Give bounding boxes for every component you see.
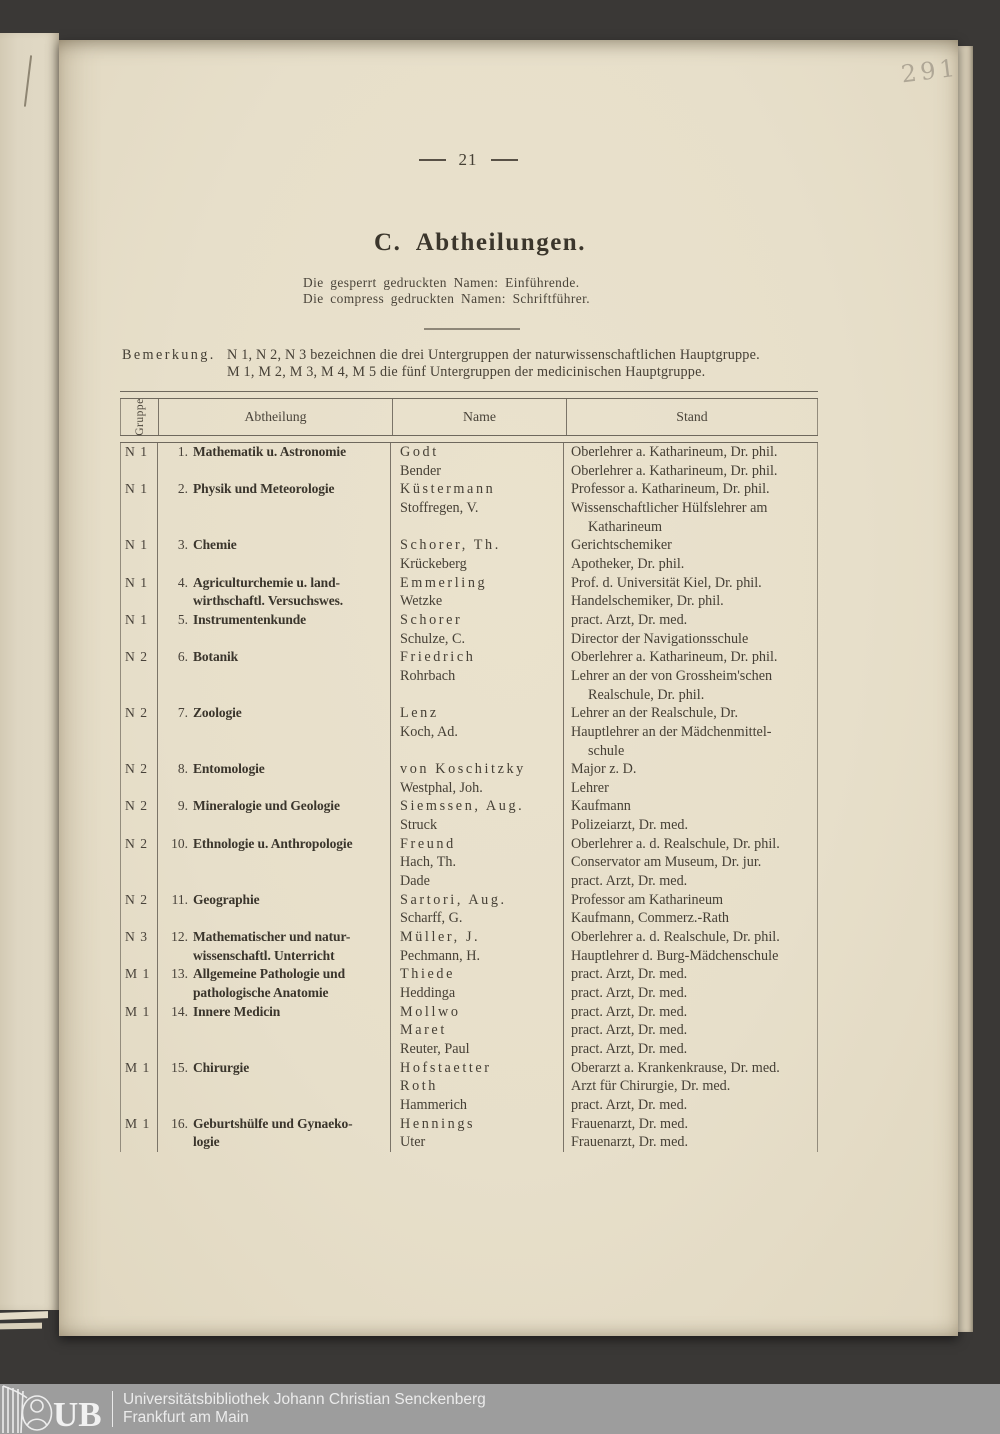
binding-thread-mark (24, 55, 32, 107)
table-row (121, 555, 817, 574)
cell-abtheilung (158, 742, 391, 761)
cell-gruppe (121, 853, 158, 872)
table-row (121, 1077, 817, 1096)
cell-stand: Wissenschaftlicher Hülfslehrer am (571, 499, 768, 516)
table-header-gruppe (121, 399, 159, 435)
cell-abtheilung (158, 574, 391, 593)
abtheilung-number: 5. (177, 611, 188, 627)
abtheilung-number: 8. (177, 761, 188, 777)
table-row (121, 480, 817, 499)
cell-stand: Oberlehrer a. Katharineum, Dr. phil. (571, 649, 778, 666)
cell-abtheilung (158, 1021, 391, 1040)
cell-name: Dade (391, 872, 564, 891)
cell-abtheilung (158, 1040, 391, 1059)
section-title: C. Abtheilungen. (374, 229, 586, 256)
abtheilung-number: 6. (177, 649, 188, 665)
table-row (121, 1021, 817, 1040)
abtheilung-title: Physik und Meteorologie (193, 481, 335, 497)
cell-gruppe (121, 816, 158, 835)
cell-abtheilung (158, 835, 391, 854)
abtheilung-title: Botanik (193, 649, 239, 665)
table-row (121, 947, 817, 966)
cell-gruppe (121, 742, 158, 761)
cell-stand: Katharineum (588, 518, 663, 535)
cell-gruppe (121, 499, 158, 518)
cell-stand: Frauenarzt, Dr. med. (571, 1115, 689, 1132)
cell-stand: Major z. D. (571, 761, 637, 778)
table-header-name: Name (393, 399, 567, 435)
cell-gruppe: N 2 (121, 648, 158, 667)
abtheilung-title: wirthschaftl. Versuchswes. (193, 593, 344, 609)
cell-stand: Kaufmann, Commerz.-Rath (571, 910, 729, 927)
cell-name: Hennings (391, 1115, 564, 1134)
cell-abtheilung (158, 1133, 391, 1152)
cell-stand: Oberlehrer a. Katharineum, Dr. phil. (571, 444, 778, 460)
cell-name: Stoffregen, V. (391, 499, 564, 518)
cell-name: Schorer, Th. (391, 536, 564, 555)
cell-name: Scharff, G. (391, 909, 564, 928)
table-row (121, 1003, 817, 1022)
page-number-dash (419, 159, 446, 161)
table-row (121, 984, 817, 1003)
cell-name: Hofstaetter (391, 1059, 564, 1078)
abtheilung-title: Ethnologie u. Anthropologie (193, 835, 353, 851)
cell-name (391, 742, 564, 761)
remark-text (227, 347, 827, 382)
cell-abtheilung (158, 965, 391, 984)
cell-abtheilung (158, 648, 391, 667)
cell-abtheilung (158, 928, 391, 947)
cell-gruppe (121, 555, 158, 574)
table-row (121, 686, 817, 705)
abtheilung-number: 1. (177, 444, 188, 459)
cell-stand: Conservator am Museum, Dr. jur. (571, 854, 762, 871)
table-row (121, 611, 817, 630)
abtheilung-number: 4. (177, 574, 188, 590)
cell-abtheilung (158, 555, 391, 574)
cell-name: Lenz (391, 704, 564, 723)
cell-gruppe: M 1 (121, 1059, 158, 1078)
cell-gruppe (121, 947, 158, 966)
table-row (121, 574, 817, 593)
cell-abtheilung (158, 816, 391, 835)
cell-stand: Arzt für Chirurgie, Dr. med. (571, 1078, 731, 1095)
page-stack-edge (0, 1311, 48, 1320)
abtheilung-title: pathologische Anatomie (193, 985, 329, 1001)
cell-name: Müller, J. (391, 928, 564, 947)
cell-abtheilung (158, 1003, 391, 1022)
cell-gruppe (121, 686, 158, 705)
cell-name: Schulze, C. (391, 630, 564, 649)
abtheilung-title: Agriculturchemie u. land- (193, 574, 340, 590)
table-row (121, 779, 817, 798)
table-row (121, 797, 817, 816)
abtheilung-title: Allgemeine Pathologie und (193, 966, 345, 982)
cell-gruppe: N 2 (121, 891, 158, 910)
table-row (121, 835, 817, 854)
cell-name: Hammerich (391, 1096, 564, 1115)
cell-name: Mollwo (391, 1003, 564, 1022)
cell-stand: Oberlehrer a. d. Realschule, Dr. phil. (571, 835, 780, 852)
cell-stand: Realschule, Dr. phil. (588, 686, 705, 703)
cell-abtheilung (158, 592, 391, 611)
cell-abtheilung (158, 984, 391, 1003)
cell-abtheilung (158, 462, 391, 481)
remark-label: Bemerkung. (122, 347, 216, 363)
cell-name (391, 686, 564, 705)
cell-abtheilung (158, 667, 391, 686)
cell-gruppe: M 1 (121, 965, 158, 984)
cell-abtheilung (158, 518, 391, 537)
cell-gruppe: N 1 (121, 611, 158, 630)
table-row (121, 1096, 817, 1115)
cell-gruppe: N 2 (121, 760, 158, 779)
printed-page-number (398, 150, 538, 170)
table-row (121, 518, 817, 537)
abtheilung-number: 16. (171, 1115, 188, 1131)
table-header-abtheilung: Abtheilung (159, 399, 393, 435)
cell-stand: Kaufmann (571, 798, 631, 815)
cell-name: von Koschitzky (391, 760, 564, 779)
cell-gruppe (121, 1021, 158, 1040)
cell-gruppe (121, 462, 158, 481)
cell-abtheilung (158, 891, 391, 910)
cell-name: Heddinga (391, 984, 564, 1003)
cell-gruppe: N 2 (121, 797, 158, 816)
cell-gruppe (121, 1096, 158, 1115)
cell-gruppe: M 1 (121, 1003, 158, 1022)
abtheilung-number: 15. (171, 1059, 188, 1075)
cell-abtheilung (158, 760, 391, 779)
table-row (121, 723, 817, 742)
abtheilung-number: 2. (177, 481, 188, 497)
cell-gruppe: N 2 (121, 835, 158, 854)
abtheilung-title: Chirurgie (193, 1059, 250, 1075)
table-header-row (120, 399, 818, 435)
cell-name: Reuter, Paul (391, 1040, 564, 1059)
cell-stand: Oberarzt a. Krankenkrause, Dr. med. (571, 1059, 780, 1076)
cell-name: Wetzke (391, 592, 564, 611)
abtheilung-number: 7. (177, 705, 188, 721)
cell-abtheilung (158, 480, 391, 499)
cell-gruppe: N 1 (121, 574, 158, 593)
table-row (121, 928, 817, 947)
library-name: Universitätsbibliothek Johann Christian Senckenberg (123, 1390, 486, 1408)
table-row (121, 462, 817, 481)
cell-name: Schorer (391, 611, 564, 630)
cell-abtheilung (158, 909, 391, 928)
table-row (121, 1040, 817, 1059)
abtheilung-number: 12. (171, 929, 188, 945)
cell-name: Pechmann, H. (391, 947, 564, 966)
cell-abtheilung (158, 872, 391, 891)
cell-abtheilung (158, 1077, 391, 1096)
cell-name: Godt (391, 443, 564, 462)
cell-stand: Lehrer an der von Grossheim'schen (571, 667, 773, 684)
cell-stand: Professor am Katharineum (571, 891, 724, 908)
cell-stand: Oberlehrer a. d. Realschule, Dr. phil. (571, 929, 780, 946)
cell-gruppe: N 1 (121, 536, 158, 555)
table-row (121, 1133, 817, 1152)
table-row (121, 667, 817, 686)
departments-table (120, 391, 818, 1152)
cell-stand: pract. Arzt, Dr. med. (571, 1041, 688, 1057)
table-row (121, 872, 817, 891)
table-row (121, 704, 817, 723)
table-row (121, 592, 817, 611)
abtheilung-title: Mathematik u. Astronomie (193, 444, 346, 459)
abtheilung-number: 3. (177, 537, 188, 553)
cell-stand: Gerichtschemiker (571, 537, 672, 554)
divider-rule (424, 328, 520, 330)
cell-name: Uter (391, 1133, 564, 1152)
cell-stand: Lehrer an der Realschule, Dr. (571, 705, 739, 722)
page-number-dash (491, 159, 518, 161)
table-row (121, 499, 817, 518)
abtheilung-number: 10. (171, 835, 188, 851)
cell-gruppe: N 2 (121, 704, 158, 723)
table-row (121, 909, 817, 928)
cell-stand: pract. Arzt, Dr. med. (571, 1022, 688, 1039)
cell-abtheilung (158, 686, 391, 705)
cell-name: Krückeberg (391, 555, 564, 574)
table-row (121, 443, 817, 462)
cell-gruppe (121, 909, 158, 928)
table-row (121, 648, 817, 667)
cell-gruppe (121, 723, 158, 742)
abtheilung-title: logie (193, 1134, 220, 1150)
cell-stand: Hauptlehrer d. Burg-Mädchenschule (571, 947, 779, 964)
cell-gruppe: N 1 (121, 443, 158, 462)
page-stack-edge (0, 1323, 42, 1330)
remark-line-2: M 1, M 2, M 3, M 4, M 5 die fünf Untergruppen der medicinischen Hauptgruppe. (227, 364, 706, 381)
cell-name: Hach, Th. (391, 853, 564, 872)
cell-gruppe (121, 518, 158, 537)
cell-name: Rohrbach (391, 667, 564, 686)
cell-stand: schule (588, 742, 625, 759)
cell-name: Westphal, Joh. (391, 779, 564, 798)
table-row (121, 742, 817, 761)
cell-abtheilung (158, 1115, 391, 1134)
cell-name: Küstermann (391, 480, 564, 499)
cell-name: Emmerling (391, 574, 564, 593)
abtheilung-title: wissenschaftl. Unterricht (193, 947, 335, 963)
cell-name: Siemssen, Aug. (391, 797, 564, 816)
cell-gruppe (121, 779, 158, 798)
cell-gruppe (121, 1133, 158, 1152)
cell-gruppe (121, 984, 158, 1003)
cell-abtheilung (158, 723, 391, 742)
cell-gruppe (121, 592, 158, 611)
abtheilung-number: 9. (177, 798, 188, 814)
cell-abtheilung (158, 443, 391, 462)
table-row (121, 965, 817, 984)
library-logo-icon (0, 1384, 110, 1434)
cell-abtheilung (158, 611, 391, 630)
table-body (120, 443, 818, 1152)
table-row (121, 1059, 817, 1078)
cell-name: Roth (391, 1077, 564, 1096)
table-row (121, 630, 817, 649)
cell-abtheilung (158, 779, 391, 798)
cell-abtheilung (158, 704, 391, 723)
cell-gruppe: N 1 (121, 480, 158, 499)
cell-name: Bender (391, 462, 564, 481)
cell-stand: Polizeiarzt, Dr. med. (571, 817, 689, 834)
cell-gruppe (121, 630, 158, 649)
table-header-rule (120, 435, 818, 443)
abtheilung-title: Geographie (193, 891, 260, 907)
abtheilung-number: 13. (171, 966, 188, 982)
cell-abtheilung (158, 1096, 391, 1115)
legend-line-compress: Die compress gedruckten Namen: Schriftführer. (303, 291, 590, 306)
cell-name: Maret (391, 1021, 564, 1040)
footer-separator (112, 1391, 113, 1427)
abtheilung-title: Zoologie (193, 705, 242, 721)
cell-stand: Hauptlehrer an der Mädchenmittel- (571, 723, 772, 740)
handwritten-page-number: 291 (899, 53, 961, 89)
cell-stand: Handelschemiker, Dr. phil. (571, 593, 724, 610)
cell-abtheilung (158, 536, 391, 555)
cell-abtheilung (158, 499, 391, 518)
cell-abtheilung (158, 1059, 391, 1078)
cell-stand: pract. Arzt, Dr. med. (571, 1096, 688, 1113)
cell-stand: Director der Navigationsschule (571, 630, 749, 647)
library-footer-bar (0, 1384, 1000, 1434)
legend-line-gesperrt: Die gesperrt gedruckten Namen: Einführende. (303, 275, 580, 290)
underlying-page-edge (958, 46, 973, 1332)
abtheilung-number: 11. (171, 891, 188, 907)
footer-text (123, 1391, 486, 1428)
cell-gruppe (121, 667, 158, 686)
cell-stand: pract. Arzt, Dr. med. (571, 985, 688, 1002)
cell-gruppe (121, 1040, 158, 1059)
cell-gruppe (121, 1077, 158, 1096)
cell-name: Freund (391, 835, 564, 854)
cell-stand: Apotheker, Dr. phil. (571, 555, 685, 572)
cell-gruppe (121, 872, 158, 891)
cell-stand: pract. Arzt, Dr. med. (571, 966, 688, 983)
ub-logo-text: UB (53, 1395, 102, 1434)
library-city: Frankfurt am Main (123, 1409, 249, 1426)
cell-abtheilung (158, 797, 391, 816)
cell-abtheilung (158, 630, 391, 649)
table-row (121, 816, 817, 835)
cell-gruppe: N 3 (121, 928, 158, 947)
table-row (121, 760, 817, 779)
abtheilung-title: Instrumentenkunde (193, 611, 307, 627)
cell-stand: pract. Arzt, Dr. med. (571, 873, 688, 890)
table-header-stand: Stand (676, 409, 708, 424)
cell-name (391, 518, 564, 537)
page-number-value: 21 (458, 150, 478, 169)
table-row (121, 891, 817, 910)
abtheilung-title: Entomologie (193, 761, 265, 777)
abtheilung-title: Mathematischer und natur- (193, 929, 351, 945)
abtheilung-title: Mineralogie und Geologie (193, 798, 340, 814)
table-row (121, 1115, 817, 1134)
cell-name: Friedrich (391, 648, 564, 667)
cell-stand: Prof. d. Universität Kiel, Dr. phil. (571, 574, 762, 591)
cell-stand: Lehrer (571, 779, 609, 796)
cell-name: Sartori, Aug. (391, 891, 564, 910)
cell-abtheilung (158, 947, 391, 966)
cell-name: Koch, Ad. (391, 723, 564, 742)
abtheilung-title: Geburtshülfe und Gynaeko- (193, 1115, 353, 1131)
table-top-rule (120, 391, 818, 399)
abtheilung-number: 14. (171, 1003, 188, 1019)
cell-stand: pract. Arzt, Dr. med. (571, 611, 688, 628)
cell-stand: Oberlehrer a. Katharineum, Dr. phil. (571, 462, 778, 479)
cell-abtheilung (158, 853, 391, 872)
table-header-gruppe-label: Gruppe (133, 398, 146, 436)
cell-name: Struck (391, 816, 564, 835)
cell-stand: pract. Arzt, Dr. med. (571, 1003, 688, 1020)
cell-gruppe: M 1 (121, 1115, 158, 1134)
abtheilung-title: Chemie (193, 537, 237, 553)
table-row (121, 853, 817, 872)
table-row (121, 536, 817, 555)
cell-stand: Professor a. Katharineum, Dr. phil. (571, 481, 770, 498)
cell-stand: Frauenarzt, Dr. med. (571, 1134, 689, 1151)
cell-name: Thiede (391, 965, 564, 984)
abtheilung-title: Innere Medicin (193, 1003, 281, 1019)
adjacent-page-edge (0, 33, 59, 1310)
remark-line-1: N 1, N 2, N 3 bezeichnen die drei Untergruppen der naturwissenschaftlichen Hauptgruppe. (227, 347, 760, 363)
